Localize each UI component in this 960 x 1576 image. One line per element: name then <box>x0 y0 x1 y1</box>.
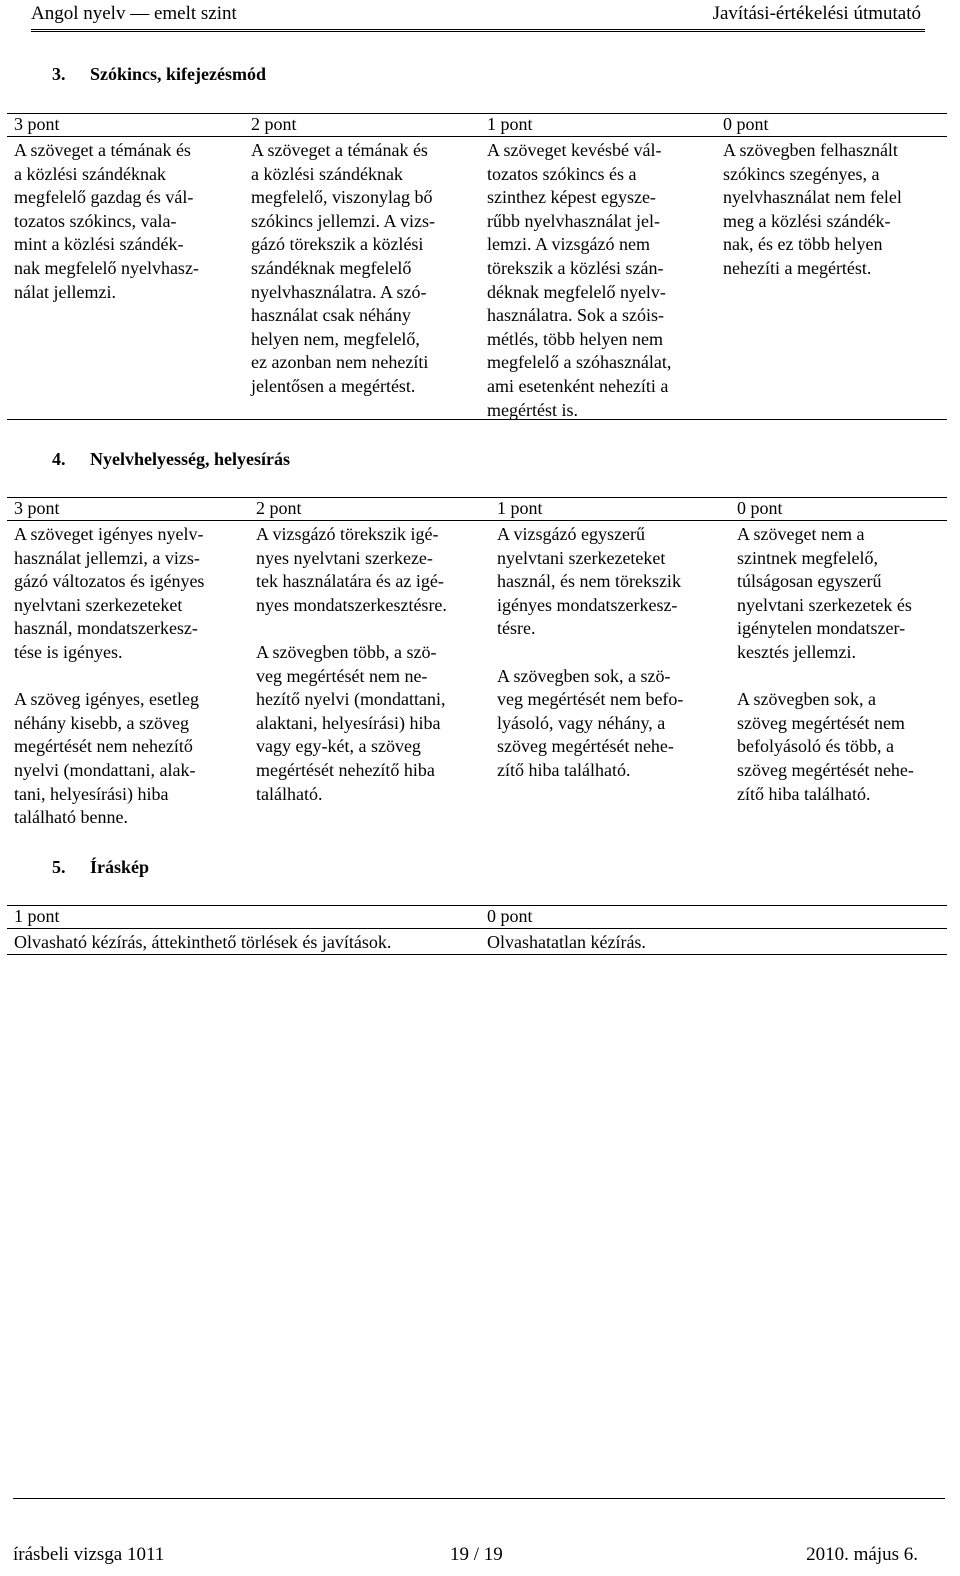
header-cell: 3 pont <box>14 498 60 518</box>
header-cell: 1 pont <box>14 906 60 926</box>
table-cell: A vizsgázó egyszerű nyelvtani szerkezeteket használ, és nem törekszik igényes mondatszerkesz- tésre. A szövegben sok, a szö- veg megértését nem befo- lyásoló, vagy néhány, a szöveg megértését nehe- zítő hiba található. <box>497 524 684 780</box>
table-bottom-rule <box>7 954 947 955</box>
table-cell: Olvasható kézírás, áttekinthető törlések és javítások. <box>14 932 392 952</box>
footer-page-number: 19 / 19 <box>450 1544 503 1565</box>
header-cell: 0 pont <box>487 906 533 926</box>
table-cell: A szöveget igényes nyelv- használat jellemzi, a vizs- gázó változatos és igényes nyelvtani szerkezeteket használ, mondatszerkesz- tése is igényes. A szöveg igényes, esetleg néhány kisebb, a szöveg megértését nem nehezítő nyelvi (mondattani, alak- tani, helyesírási) hiba található benne. <box>14 524 205 828</box>
table-cell: A szöveget nem a szintnek megfelelő, túlságosan egyszerű nyelvtani szerkezetek és igénytelen mondatszer- kesztés jellemzi. A szövegben sok, a szöveg megértését nem befolyásoló és több, a szöveg megértését nehe- zítő hiba található. <box>737 524 914 804</box>
header-cell: 0 pont <box>723 114 769 134</box>
section-3-title-text: Szókincs, kifejezésmód <box>90 64 266 84</box>
header-right-text: Javítási-értékelési útmutató <box>712 3 921 24</box>
section-5-title-text: Íráskép <box>90 857 150 877</box>
section-5-number: 5. <box>52 857 66 877</box>
section-4-title-text: Nyelvhelyesség, helyesírás <box>90 449 290 469</box>
section-4-title <box>52 448 290 472</box>
table-header-row <box>7 113 947 137</box>
header-cell: 0 pont <box>737 498 783 518</box>
table-header-row <box>7 905 947 929</box>
header-cell: 2 pont <box>256 498 302 518</box>
table-bottom-rule <box>7 419 947 420</box>
table-cell: Olvashatatlan kézírás. <box>487 932 646 952</box>
header-cell: 2 pont <box>251 114 297 134</box>
header-rule-double <box>31 31 925 32</box>
header-cell: 3 pont <box>14 114 60 134</box>
section-4-number: 4. <box>52 449 66 469</box>
header-left-text: Angol nyelv — emelt szint <box>31 3 237 24</box>
header-cell: 1 pont <box>487 114 533 134</box>
section-5-title <box>52 856 149 880</box>
section-3-number: 3. <box>52 64 66 84</box>
footer-left-text: írásbeli vizsga 1011 <box>13 1544 165 1565</box>
footer-date: 2010. május 6. <box>806 1544 918 1565</box>
footer-rule <box>13 1498 945 1499</box>
page-header <box>31 0 921 28</box>
header-rule <box>31 29 925 30</box>
table-cell: A szöveget a témának és a közlési szándéknak megfelelő gazdag és vál- tozatos szókincs, vala- mint a közlési szándék- nak megfelelő nyelvhasz- nálat jellemzi. <box>14 140 199 302</box>
table-header-row <box>7 497 947 521</box>
table-cell: A szöveget a témának és a közlési szándéknak megfelelő, viszonylag bő szókincs jellemzi. A vizs- gázó törekszik a közlési szándéknak megfelelő nyelvhasználatra. A szó- használat csak néhány helyen nem, megfelelő, ez azonban nem nehezíti jelentősen a megértést. <box>251 140 435 396</box>
section-3-title <box>52 63 266 87</box>
table-cell: A szövegben felhasznált szókincs szegényes, a nyelvhasználat nem felel meg a közlési szándék- nak, és ez több helyen nehezíti a megértést. <box>723 140 902 278</box>
table-cell: A vizsgázó törekszik igé- nyes nyelvtani szerkeze- tek használatára és az igé- nyes mondatszerkesztésre. A szövegben több, a szö- veg megértését nem ne- hezítő nyelvi (mondattani, alaktani, helyesírási) hiba vagy egy-két, a szöveg megértését nehezítő hiba található. <box>256 524 447 804</box>
header-cell: 1 pont <box>497 498 543 518</box>
table-cell: A szöveget kevésbé vál- tozatos szókincs és a szinthez képest egysze- rűbb nyelvhasználat jel- lemzi. A vizsgázó nem törekszik a közlési szán- déknak megfelelő nyelv- használatra. Sok a szóis- métlés, több helyen nem megfelelő a szóhasználat, ami esetenként nehezíti a megértést is. <box>487 140 672 420</box>
